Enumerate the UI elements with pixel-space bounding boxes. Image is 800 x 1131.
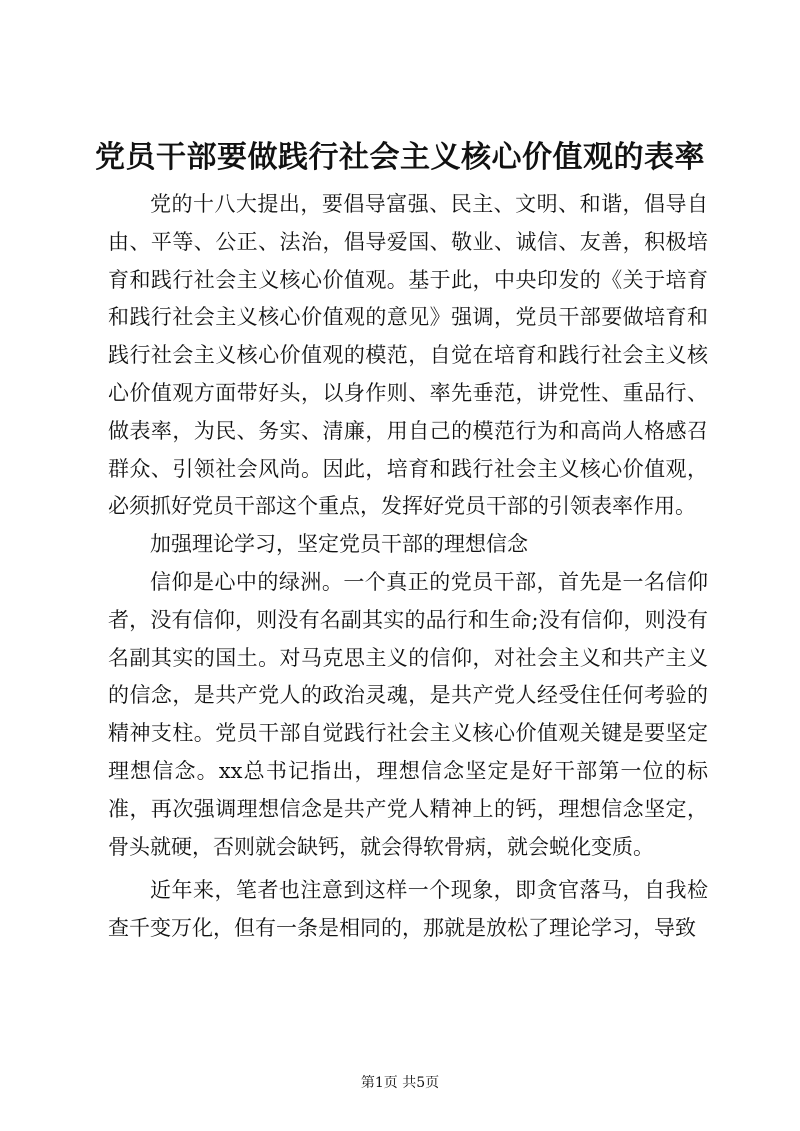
section-heading: 加强理论学习，坚定党员干部的理想信念 xyxy=(150,532,528,557)
document-body xyxy=(108,186,708,948)
page-number-footer: 第1页 共5页 xyxy=(360,1075,440,1091)
paragraph-faith: 信仰是心中的绿洲。一个真正的党员干部，首先是一名信仰者，没有信仰，则没有名副其实的品行和生命;没有信仰，则没有名副其实的国土。对马克思主义的信仰，对社会主义和共产主义的信念，是共产党人的政治灵魂，是共产党人经受住任何考验的精神支柱。党员干部自觉践行社会主义核心价值观关键是要坚定理想信念。xx总书记指出，理想信念坚定是好干部第一位的标准，再次强调理想信念是共产党人精神上的钙，理想信念坚定，骨头就硬，否则就会缺钙，就会得软骨病，就会蜕化变质。 xyxy=(108,569,708,859)
paragraph-recent: 近年来，笔者也注意到这样一个现象，即贪官落马，自我检查千变万化，但有一条是相同的，那就是放松了理论学习，导致 xyxy=(108,878,708,941)
paragraph-intro: 党的十八大提出，要倡导富强、民主、文明、和谐，倡导自由、平等、公正、法治，倡导爱国、敬业、诚信、友善，积极培育和践行社会主义核心价值观。基于此，中央印发的《关于培育和践行社会主义核心价值观的意见》强调，党员干部要做培育和践行社会主义核心价值观的模范，自觉在培育和践行社会主义核心价值观方面带好头，以身作则、率先垂范，讲党性、重品行、做表率，为民、务实、清廉，用自己的模范行为和高尚人格感召群众、引领社会风尚。因此，培育和践行社会主义核心价值观，必须抓好党员干部这个重点，发挥好党员干部的引领表率作用。 xyxy=(108,192,708,519)
document-title: 党员干部要做践行社会主义核心价值观的表率 xyxy=(95,140,705,175)
